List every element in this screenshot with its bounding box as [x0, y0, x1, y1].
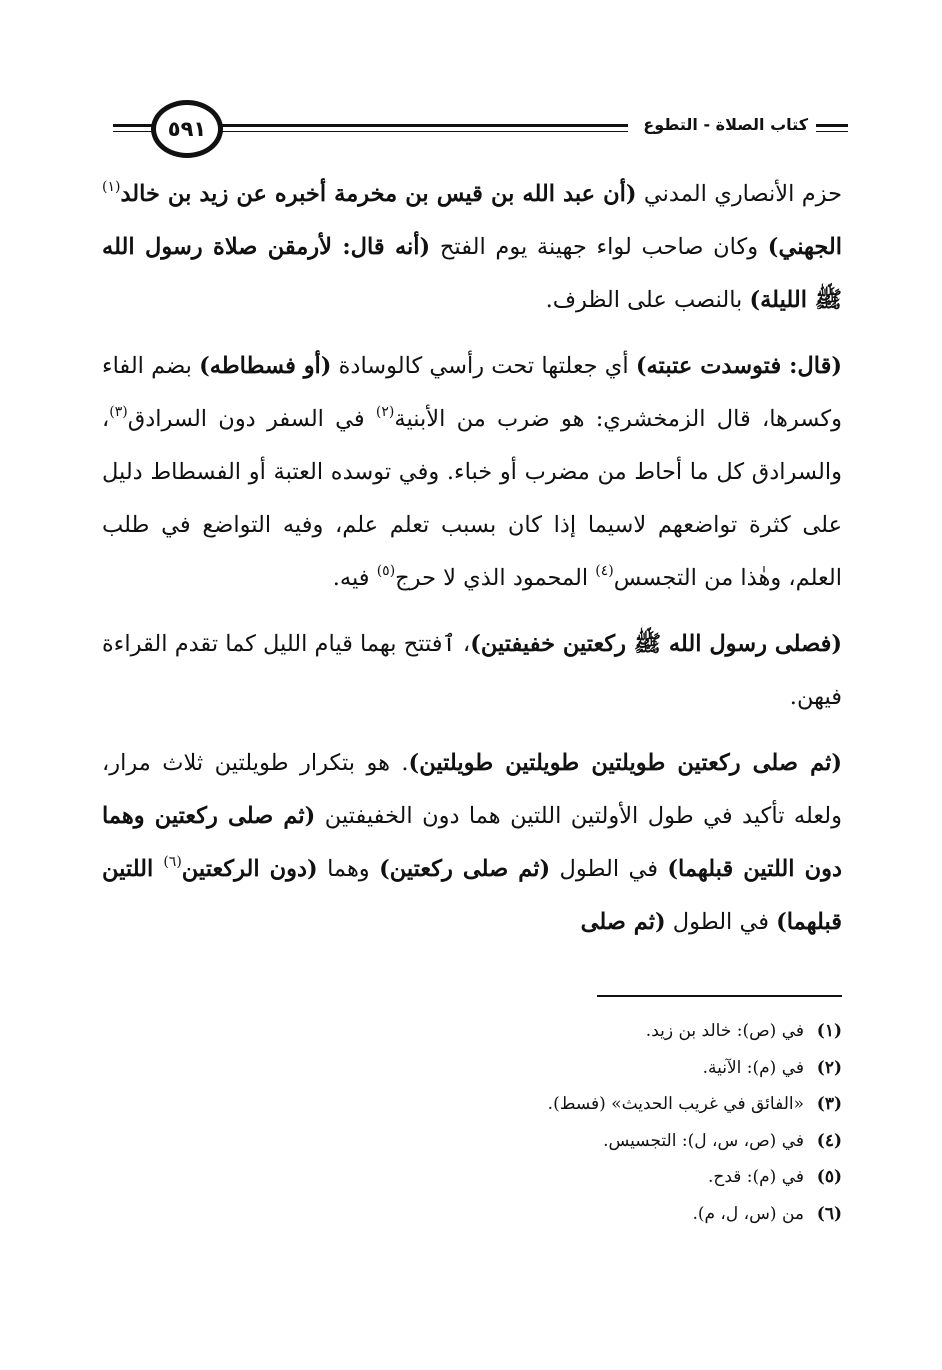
- text-run: وكان صاحب لواء جهينة يوم الفتح: [430, 234, 768, 260]
- footnote-item: [102, 1159, 842, 1196]
- paragraph-3: [102, 618, 842, 724]
- footnote-divider: [597, 995, 842, 997]
- hadith-text: (ثم صلى: [580, 909, 666, 935]
- page-header: [108, 95, 848, 165]
- footnote-text: في (م): قدح.: [707, 1167, 804, 1188]
- hadith-text: الجهني): [767, 234, 842, 260]
- header-rule: [218, 124, 628, 127]
- footnote-number: (٢): [816, 1057, 842, 1078]
- footnote-number: (٥): [816, 1167, 842, 1188]
- page-number: ٥٩١: [167, 117, 207, 141]
- footnote-ref: (٦): [163, 853, 182, 870]
- footnote-item: [102, 1196, 842, 1233]
- text-run: في الطول: [550, 856, 668, 882]
- footnote-ref: (٤): [595, 562, 614, 579]
- footnote-ref: (٣): [109, 403, 128, 420]
- header-rule: [816, 131, 848, 132]
- paragraph-2: [102, 340, 842, 605]
- footnote-ref: (٢): [375, 403, 395, 420]
- text-run: حزم الأنصاري المدني: [636, 181, 843, 207]
- text-run: بضم الفاء وكسرها، قال الزمخشري: هو ضرب من الأبنية: [102, 353, 842, 432]
- header-rule: [218, 131, 628, 132]
- header-rule: [816, 124, 848, 127]
- footnote-number: (٤): [816, 1130, 842, 1151]
- footnotes: [102, 1013, 842, 1233]
- hadith-text: (أن عبد الله بن قيس بن مخرمة أخبره عن زيد بن خالد: [120, 181, 637, 207]
- paragraph-1: [102, 168, 842, 327]
- footnote-item: [102, 1013, 842, 1050]
- footnote-text: في (م): الآنية.: [702, 1057, 804, 1078]
- text-run: المحمود الذي لا حرج: [395, 565, 596, 591]
- hadith-text: (أو فسطاطه): [199, 353, 332, 379]
- footnote-text: من (س، ل، م).: [692, 1203, 804, 1224]
- text-run: في السفر دون السرادق: [127, 406, 376, 432]
- text-run: في الطول: [665, 909, 777, 935]
- hadith-text: اللتين قبلهما): [102, 856, 842, 935]
- hadith-text: (ثم صلى ركعتين وهما دون اللتين قبلهما): [102, 803, 842, 882]
- footnote-number: (٣): [816, 1094, 842, 1115]
- hadith-text: (ثم صلى ركعتين طويلتين طويلتين طويلتين): [408, 750, 842, 776]
- footnote-item: [102, 1123, 842, 1160]
- text-run: ، ٱفتتح بهما قيام الليل كما تقدم القراءة فيهن.: [102, 631, 842, 710]
- text-run: فيه.: [332, 565, 377, 591]
- footnote-item: [102, 1086, 842, 1123]
- footnote-text: «الفائق في غريب الحديث» (فسط).: [547, 1094, 804, 1115]
- footnote-ref: (١): [102, 178, 121, 195]
- hadith-text: (فصلى رسول الله ﷺ ركعتين خفيفتين): [470, 631, 842, 657]
- text-run: أي جعلتها تحت رأسي كالوسادة: [331, 353, 636, 379]
- hadith-text: (قال: فتوسدت عتبته): [635, 353, 843, 379]
- text-run: وهما: [317, 856, 380, 882]
- footnote-number: (١): [816, 1021, 842, 1041]
- running-title: كتاب الصلاة - التطوع: [643, 115, 808, 134]
- footnote-item: [102, 1050, 842, 1087]
- main-text: [102, 168, 842, 949]
- hadith-text: (أنه قال: لأرمقن صلاة رسول الله ﷺ الليلة): [102, 234, 842, 313]
- hadith-text: (ثم صلى ركعتين): [379, 856, 551, 882]
- footnote-ref: (٥): [376, 562, 396, 579]
- paragraph-4: [102, 737, 842, 949]
- text-run: بالنصب على الظرف.: [545, 287, 750, 313]
- page-number-oval: [151, 100, 223, 158]
- hadith-text: (دون الركعتين: [181, 856, 318, 882]
- footnote-number: (٦): [816, 1203, 842, 1224]
- footnote-text: في (ص): خالد بن زيد.: [645, 1021, 804, 1041]
- footnote-text: في (ص، س، ل): التجسيس.: [603, 1130, 804, 1151]
- text-run: . هو بتكرار طويلتين ثلاث مرار، ولعله تأكيد في طول الأولتين اللتين هما دون الخفيفتين: [102, 750, 842, 829]
- text-run: ، والسرادق كل ما أحاط من مضرب أو خباء. وفي توسده العتبة أو الفسطاط دليل على كثرة تواضعهم لاسيما إذا كان بسبب تعلم علم، وفيه التواضع في طلب العلم، وهٰذا من التجسس: [102, 406, 842, 591]
